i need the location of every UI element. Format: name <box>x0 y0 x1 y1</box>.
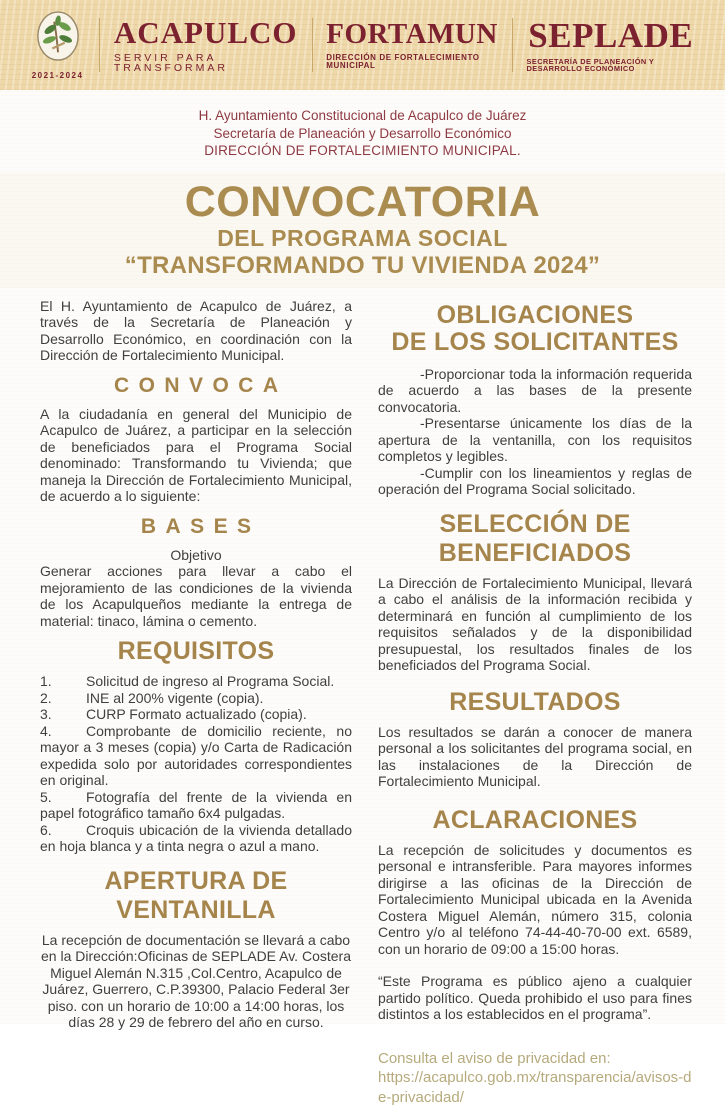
list-item: -Proporcionar toda la información requerida de acuerdo a las bases de la presente convocatoria. <box>378 366 692 416</box>
apertura-heading: APERTURA DE VENTANILLA <box>40 867 352 925</box>
intro-paragraph: El H. Ayuntamiento de Acapulco de Juárez, a través de la Secretaría de Planeación y Desarrollo Económico, en coordinación con la Dirección de Fortalecimiento Municipal. <box>40 298 352 364</box>
aclaraciones-heading: ACLARACIONES <box>378 806 692 835</box>
requisitos-heading: REQUISITOS <box>40 637 352 666</box>
band-divider <box>312 18 313 72</box>
subheader-line-3: DIRECCIÓN DE FORTALECIMIENTO MUNICIPAL. <box>0 142 725 160</box>
seleccion-heading: SELECCIÓN DE BENEFICIADOS <box>378 510 692 568</box>
item-text: Fotografía del frente de la vivienda en papel fotográfico tamaño 6x4 pulgadas. <box>40 789 352 822</box>
seleccion-paragraph: La Dirección de Fortalecimiento Municipal, llevará a cabo el análisis de la información recibida y determinará en función al cumplimiento de los requisitos señalados y de la disponibilidad presupuestal, los resultados finales de los beneficiados del Programa Social. <box>378 575 692 674</box>
convoca-heading: CONVOCA <box>40 373 352 399</box>
band-divider <box>99 18 100 72</box>
acapulco-tagline: SERVIR PARA TRANSFORMAR <box>114 53 298 74</box>
logo-band <box>0 0 725 90</box>
resultados-paragraph: Los resultados se darán a conocer de manera personal a los solicitantes del programa social, en las instalaciones de la Dirección de Fortalecimiento Municipal. <box>378 724 692 790</box>
requisitos-list <box>40 673 352 855</box>
privacy-label: Consulta el aviso de privacidad en: <box>378 1049 692 1069</box>
item-number: 3. <box>40 706 86 723</box>
seplade-tagline: SECRETARÍA DE PLANEACIÓN Y DESARROLLO ECONÓMICO <box>527 58 695 73</box>
item-number: 2. <box>40 690 86 707</box>
municipal-badge <box>30 10 85 80</box>
left-column <box>40 298 352 1107</box>
subheader-line-2: Secretaría de Planeación y Desarrollo Económico <box>0 125 725 143</box>
bases-heading: BASES <box>40 514 352 540</box>
page-subtitle: DEL PROGRAMA SOCIAL <box>0 225 725 252</box>
municipal-plant-emblem-icon <box>35 10 81 69</box>
seplade-wordmark: SEPLADE <box>528 18 693 53</box>
list-item <box>40 673 352 690</box>
apertura-paragraph: La recepción de documentación se llevará a cabo en la Dirección:Oficinas de SEPLADE Av. Costera Miguel Alemán N.315 ,Col.Centro, Acapulco de Juárez, Guerrero, C.P.39300, Palacio Federal 3er piso. con un horario de 10:00 a 14:00 horas, los días 28 y 29 de febrero del año en curso. <box>40 932 352 1031</box>
list-item: -Cumplir con los lineamientos y reglas de operación del Programa Social solicitado. <box>378 465 692 498</box>
item-text: Comprobante de domicilio reciente, no mayor a 3 meses (copia) y/o Carta de Radicación expedida solo por autoridades correspondientes en original. <box>40 723 352 789</box>
aclaraciones-paragraph: La recepción de solicitudes y documentos es personal e intransferible. Para mayores informes dirigirse a las oficinas de la Dirección de Fortalecimiento Municipal ubicada en la Avenida Costera Miguel Alemán, número 315, colonia Centro y/o al teléfono 74-44-40-70-00 ext. 6589, con un horario de 09:00 a 15:00 horas. <box>378 842 692 958</box>
title-block <box>0 173 725 288</box>
privacy-url-link[interactable]: https://acapulco.gob.mx/transparencia/avisos-de-privacidad/ <box>378 1068 692 1107</box>
obligaciones-heading-line-1: OBLIGACIONES <box>378 302 692 329</box>
logo-acapulco <box>114 17 298 74</box>
list-item <box>40 822 352 855</box>
program-name: “TRANSFORMANDO TU VIVIENDA 2024” <box>0 252 725 280</box>
list-item <box>40 690 352 707</box>
body-columns <box>0 288 725 1107</box>
fortamun-tagline: DIRECCIÓN DE FORTALECIMIENTO MUNICIPAL <box>326 54 498 70</box>
page-title: CONVOCATORIA <box>0 179 725 225</box>
logo-seplade <box>527 18 695 73</box>
list-item <box>40 723 352 789</box>
item-number: 5. <box>40 789 86 806</box>
item-text: Croquis ubicación de la vivienda detallado en hoja blanca y a tinta negra o azul a mano. <box>40 822 352 855</box>
objetivo-paragraph: Generar acciones para llevar a cabo el mejoramiento de las condiciones de la vivienda de los Acapulqueños mediante la entrega de material: tinaco, lámina o cemento. <box>40 563 352 629</box>
item-number: 6. <box>40 822 86 839</box>
convoca-paragraph: A la ciudadanía en general del Municipio de Acapulco de Juárez, a participar en la selección de beneficiados para el Programa Social denominado: Transformando tu Vivienda; que maneja la Dirección de Fortalecimiento Municipal, de acuerdo a lo siguiente: <box>40 406 352 505</box>
list-item <box>40 706 352 723</box>
list-item: -Presentarse únicamente los días de la apertura de la ventanilla, con los requisitos completos y legibles. <box>378 415 692 465</box>
obligaciones-heading-line-2: DE LOS SOLICITANTES <box>378 329 692 356</box>
logo-fortamun <box>326 20 498 70</box>
obligaciones-heading <box>378 302 692 356</box>
institution-subheader <box>0 90 725 160</box>
resultados-heading: RESULTADOS <box>378 688 692 717</box>
acapulco-wordmark: ACAPULCO <box>114 17 298 48</box>
item-text: Solicitud de ingreso al Programa Social. <box>86 673 334 689</box>
subheader-line-1: H. Ayuntamiento Constitucional de Acapulco de Juárez <box>0 107 725 125</box>
fortamun-wordmark: FORTAMUN <box>326 20 498 49</box>
badge-term-label: 2021-2024 <box>32 71 84 80</box>
item-text: CURP Formato actualizado (copia). <box>86 706 307 722</box>
disclaimer-quote: “Este Programa es público ajeno a cualquier partido político. Queda prohibido el uso para fines distintos a los establecidos en el programa”. <box>378 973 692 1023</box>
privacy-notice <box>378 1049 692 1107</box>
item-text: INE al 200% vigente (copia). <box>86 690 263 706</box>
item-number: 1. <box>40 673 86 690</box>
list-item <box>40 789 352 822</box>
right-column <box>378 298 692 1107</box>
band-divider <box>512 18 513 72</box>
item-number: 4. <box>40 723 86 740</box>
obligaciones-list <box>378 366 692 498</box>
objetivo-label: Objetivo <box>40 547 352 564</box>
